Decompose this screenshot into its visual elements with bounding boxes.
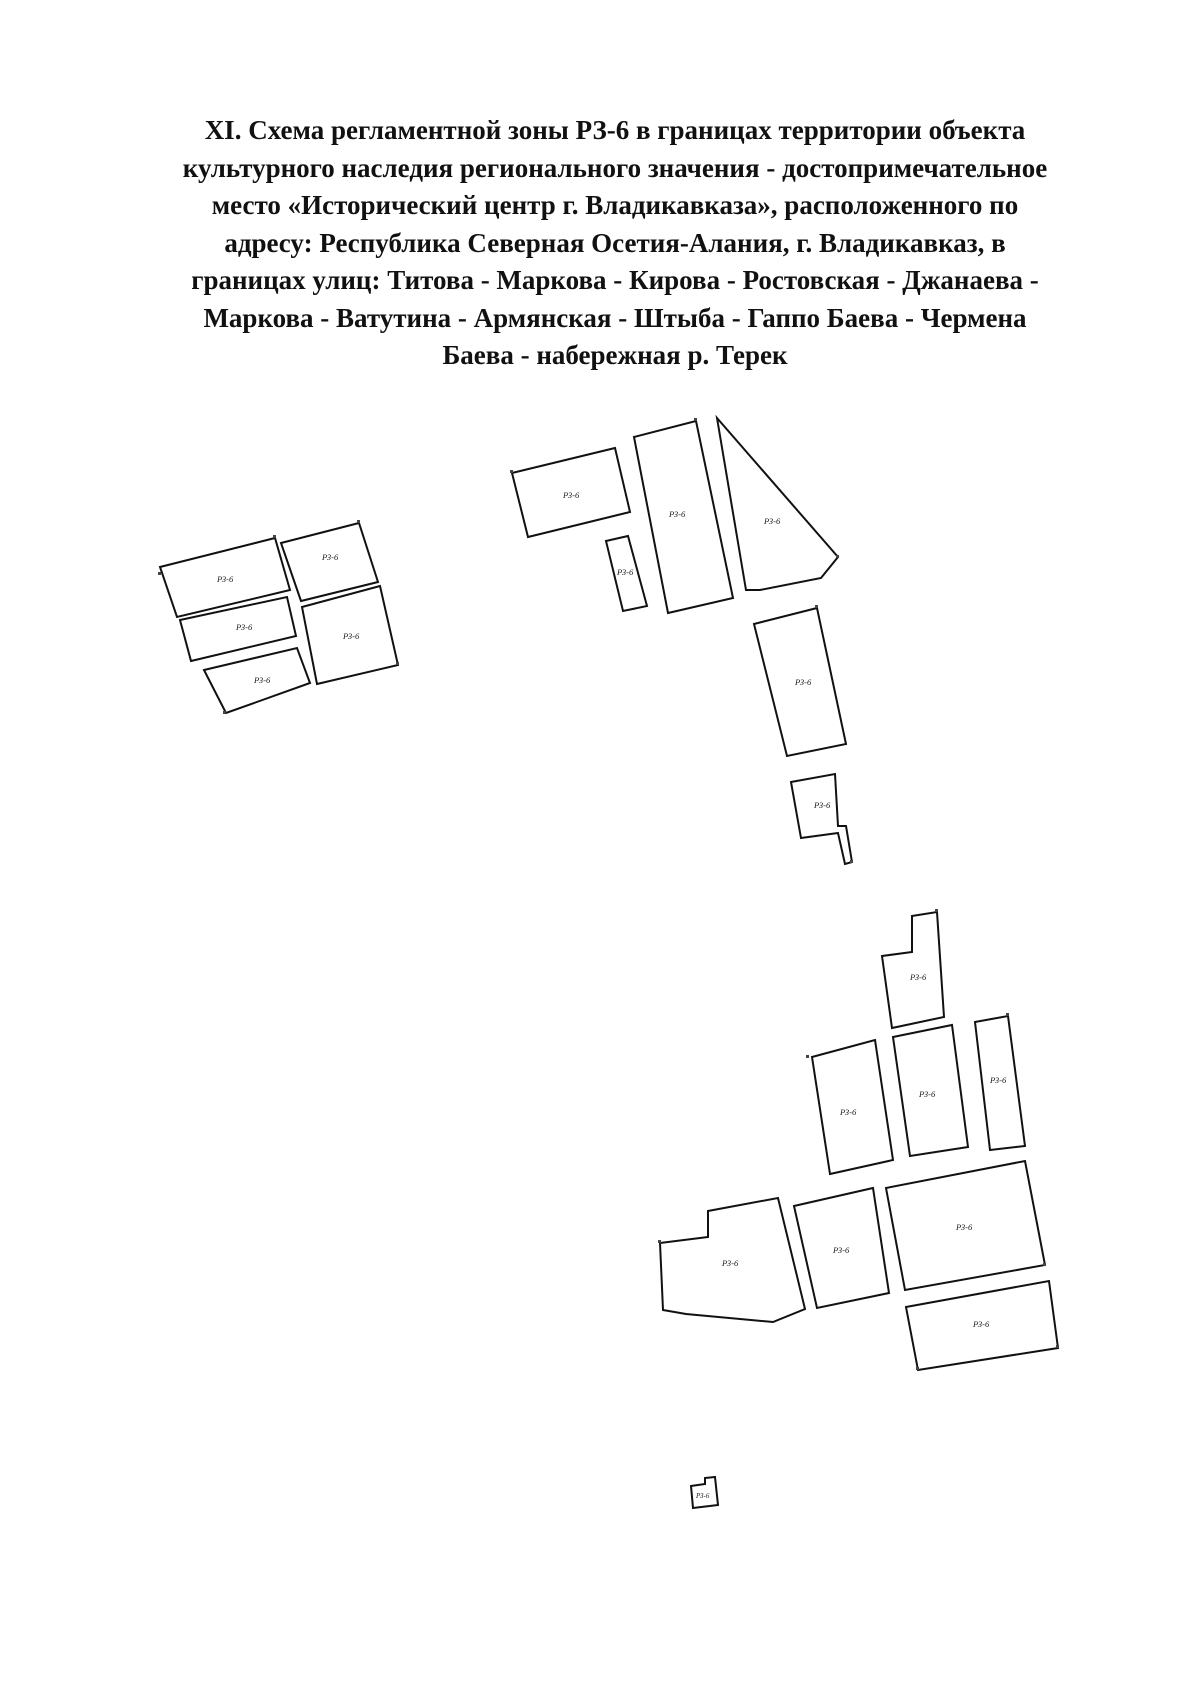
title-line-3: место «Исторический центр г. Владикавказа», расположенного по bbox=[211, 190, 1019, 220]
parcel-south-2 bbox=[812, 1040, 893, 1174]
parcel-south-7 bbox=[886, 1161, 1045, 1290]
parcel-south-8 bbox=[906, 1281, 1058, 1370]
parcel-north-3 bbox=[634, 421, 733, 613]
parcel-label: РЗ-6 bbox=[833, 1245, 850, 1255]
title-line-4: адресу: Республика Северная Осетия-Алания, г. Владикавказ, в bbox=[224, 227, 1006, 258]
parcel-label: РЗ-6 bbox=[956, 1222, 973, 1232]
parcel-label: РЗ-6 bbox=[696, 1492, 710, 1500]
parcel-south-4 bbox=[975, 1016, 1025, 1150]
parcel-south-9 bbox=[691, 1477, 718, 1508]
parcel-label: РЗ-6 bbox=[814, 800, 831, 810]
title-line-7: Баева - набережная р. Терек bbox=[442, 340, 788, 370]
parcel-label: РЗ-6 bbox=[795, 677, 812, 687]
title-line-6: Маркова - Ватутина - Армянская - Штыба - Гаппо Баева - Чермена bbox=[203, 302, 1027, 333]
parcel-label: РЗ-6 bbox=[254, 675, 271, 685]
parcel-label: РЗ-6 bbox=[722, 1258, 739, 1268]
parcel-label: РЗ-6 bbox=[910, 972, 927, 982]
parcel-west-2 bbox=[281, 523, 378, 601]
parcel-north-4 bbox=[717, 418, 838, 590]
parcel-label: РЗ-6 bbox=[217, 574, 234, 584]
parcel-south-5 bbox=[660, 1198, 805, 1322]
parcel-label: РЗ-6 bbox=[563, 490, 580, 500]
parcel-label: РЗ-6 bbox=[236, 622, 253, 632]
parcel-north-6 bbox=[791, 774, 852, 864]
title-line-5: границах улиц: Титова - Маркова - Кирова - Ростовская - Джанаева - bbox=[191, 265, 1039, 295]
parcel-south-1 bbox=[882, 912, 944, 1028]
parcel-label: РЗ-6 bbox=[919, 1089, 936, 1099]
parcel-north-5 bbox=[754, 608, 846, 756]
parcel-west-5 bbox=[204, 648, 310, 713]
parcel-south-3 bbox=[893, 1025, 968, 1156]
parcel-label: РЗ-6 bbox=[617, 567, 634, 577]
parcel-west-4 bbox=[302, 586, 398, 684]
title-line-2: культурного наследия регионального значения - достопримечательное bbox=[182, 152, 1048, 183]
parcel-south-6 bbox=[794, 1188, 889, 1308]
title-line-1: XI. Схема регламентной зоны РЗ-6 в границах территории объекта bbox=[204, 115, 1026, 145]
parcel-label: РЗ-6 bbox=[764, 516, 781, 526]
parcel-north-1 bbox=[512, 448, 630, 537]
parcel-north-2 bbox=[606, 536, 647, 611]
parcel-label: РЗ-6 bbox=[990, 1075, 1007, 1085]
parcel-label: РЗ-6 bbox=[973, 1319, 990, 1329]
parcel-label: РЗ-6 bbox=[840, 1107, 857, 1117]
parcel-label: РЗ-6 bbox=[322, 552, 339, 562]
parcel-label: РЗ-6 bbox=[669, 509, 686, 519]
parcel-label: РЗ-6 bbox=[343, 631, 360, 641]
